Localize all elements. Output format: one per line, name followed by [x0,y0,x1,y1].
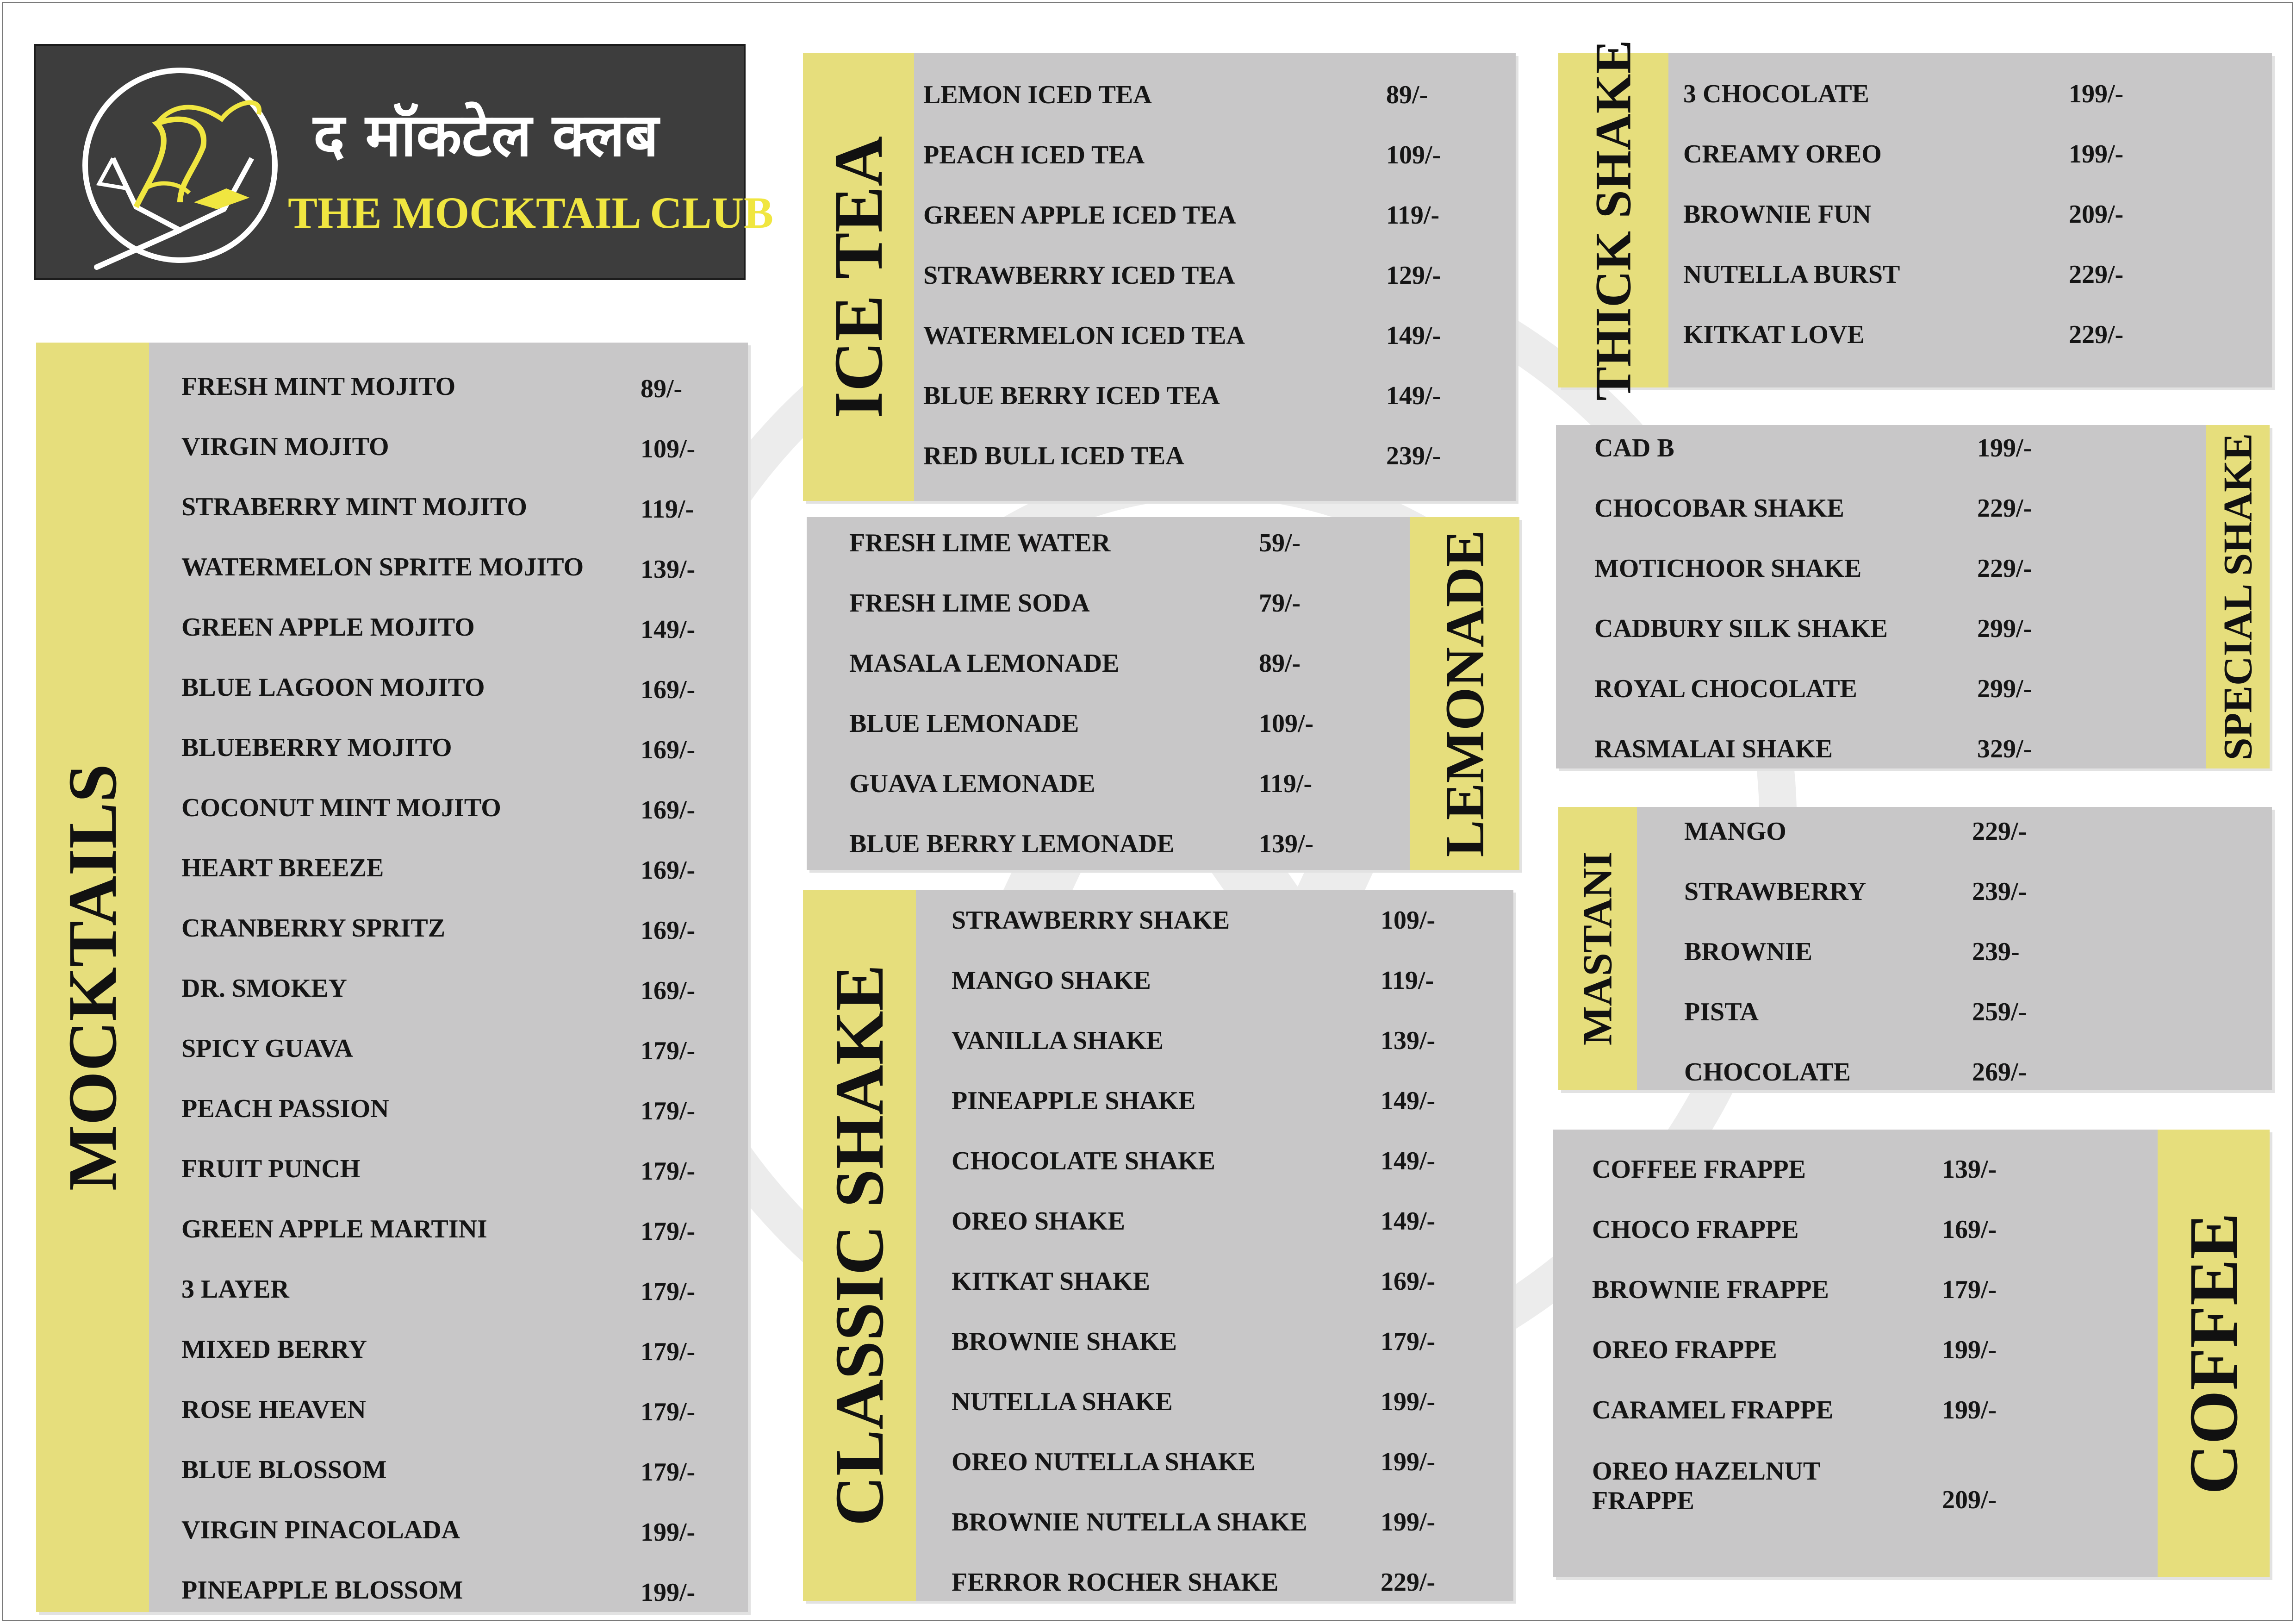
menu-item-name: CHOCOLATE [1684,1058,1851,1087]
menu-item-name: MASALA LEMONADE [849,649,1120,678]
menu-item-price: 89/- [641,375,683,403]
menu-item-name: GREEN APPLE MOJITO [181,613,475,642]
thick-shake-band [1558,40,1668,401]
menu-item-price: 179/- [641,1037,696,1065]
coffee-band [2158,1130,2270,1577]
ice-tea-band [803,53,914,501]
menu-item-name: NUTELLA SHAKE [952,1387,1173,1416]
mocktail-glass-icon [41,50,300,281]
menu-item-name: 3 CHOCOLATE [1683,80,1869,108]
menu-item-price: 199/- [1381,1448,1436,1476]
menu-item-name: BLUEBERRY MOJITO [181,733,452,762]
menu-item-price: 209/- [1942,1486,1997,1514]
menu-item-price: 149/- [1386,381,1441,410]
thick-shake-title: THICK SHAKE [1585,40,1642,401]
brand-title-hindi: द मॉकटेल क्लब [313,101,659,170]
special-shake-panel [1556,425,2270,768]
menu-item-price: 329/- [1977,735,2032,763]
menu-item-price: 149/- [641,615,696,644]
brand-logo-block [34,44,774,280]
menu-item-name: NUTELLA BURST [1683,260,1900,289]
menu-item-price: 169/- [641,736,696,764]
menu-item-price: 89/- [1386,81,1428,109]
menu-item-price: 199/- [2069,140,2124,169]
menu-item-name: BROWNIE NUTELLA SHAKE [952,1508,1307,1537]
menu-item-price: 129/- [1386,261,1441,290]
menu-item-name: GREEN APPLE ICED TEA [923,201,1236,230]
menu-item-name: BROWNIE [1684,937,1812,966]
menu-item-price: 139/- [641,555,696,584]
menu-item-name: GREEN APPLE MARTINI [181,1215,487,1243]
special-shake-band [2206,425,2270,768]
menu-item-price: 269/- [1972,1058,2027,1087]
menu-item-price: 109/- [1386,141,1441,169]
menu-item-price: 169/- [1942,1215,1997,1244]
menu-item-name: ROYAL CHOCOLATE [1594,675,1857,703]
menu-item-name: MANGO [1684,817,1786,846]
menu-item-price: 299/- [1977,675,2032,703]
menu-item-name: CRANBERRY SPRITZ [181,914,446,943]
menu-item-price: 299/- [1977,614,2032,643]
menu-item-name: PINEAPPLE SHAKE [952,1087,1196,1115]
mocktails-title: MOCKTAILS [54,763,131,1191]
menu-item-name: VIRGIN MOJITO [181,432,389,461]
menu-item-price: 199/- [1977,434,2032,462]
menu-item-price: 229/- [1977,554,2032,583]
mastani-title: MASTANI [1574,851,1621,1046]
menu-item-name: OREO NUTELLA SHAKE [952,1448,1256,1476]
menu-item-price: 109/- [641,435,696,463]
menu-item-price: 119/- [1386,201,1440,230]
menu-item-name: KITKAT SHAKE [952,1267,1150,1296]
menu-item-name: MANGO SHAKE [952,966,1151,995]
menu-item-price: 149/- [1386,321,1441,350]
mastani-panel [1558,807,2272,1090]
menu-item-name: VANILLA SHAKE [952,1026,1164,1055]
lemonade-band [1410,517,1519,870]
menu-item-name: OREO FRAPPE [1592,1336,1777,1364]
menu-item-name: OREO HAZELNUT FRAPPE [1592,1457,1821,1515]
menu-item-price: 59/- [1259,529,1301,557]
menu-item-name: MOTICHOOR SHAKE [1594,554,1862,583]
menu-item-name: STRABERRY MINT MOJITO [181,493,527,521]
menu-item-price: 179/- [1381,1327,1436,1356]
menu-item-name: CREAMY OREO [1683,140,1882,169]
menu-item-price: 149/- [1381,1207,1436,1236]
menu-item-name: FRESH MINT MOJITO [181,372,456,401]
menu-item-price: 229/- [1972,817,2027,846]
menu-item-price: 169/- [1381,1267,1436,1296]
menu-item-price: 199/- [1381,1508,1436,1537]
menu-item-price: 149/- [1381,1087,1436,1115]
menu-item-name: CARAMEL FRAPPE [1592,1396,1834,1424]
menu-item-name: GUAVA LEMONADE [849,769,1095,798]
menu-item-price: 229/- [1381,1568,1436,1597]
coffee-panel [1553,1130,2270,1577]
menu-item-name: CHOCOLATE SHAKE [952,1147,1215,1175]
menu-item-name: WATERMELON SPRITE MOJITO [181,553,584,581]
menu-item-price: 179/- [641,1337,696,1366]
menu-item-name: PISTA [1684,998,1759,1026]
menu-item-name: COFFEE FRAPPE [1592,1155,1806,1184]
menu-item-name: LEMON ICED TEA [923,81,1152,109]
menu-item-name: BLUE BERRY LEMONADE [849,830,1175,858]
classic-shake-panel [803,890,1513,1601]
menu-item-price: 139/- [1942,1155,1997,1184]
thick-shake-panel [1558,40,2272,401]
menu-item-price: 169/- [641,796,696,824]
menu-item-price: 169/- [641,976,696,1005]
menu-item-price: 139/- [1259,830,1314,858]
menu-item-name: 3 LAYER [181,1275,289,1304]
menu-item-name: ROSE HEAVEN [181,1395,366,1424]
menu-item-price: 139/- [1381,1026,1436,1055]
menu-item-price: 199/- [2069,80,2124,108]
menu-item-name: CHOCO FRAPPE [1592,1215,1799,1244]
menu-item-name: STRAWBERRY ICED TEA [923,261,1235,290]
menu-item-name: RED BULL ICED TEA [923,442,1184,470]
menu-item-name: CADBURY SILK SHAKE [1594,614,1888,643]
menu-item-price: 229/- [2069,320,2124,349]
menu-item-price: 199/- [641,1518,696,1547]
menu-item-name: PEACH PASSION [181,1094,389,1123]
menu-item-name: FERROR ROCHER SHAKE [952,1568,1279,1597]
menu-item-name: HEART BREEZE [181,854,384,882]
menu-item-price: 179/- [1942,1275,1997,1304]
menu-item-name: FRESH LIME WATER [849,529,1111,557]
menu-item-price: 229/- [2069,260,2124,289]
menu-item-name: BLUE BERRY ICED TEA [923,381,1220,410]
menu-item-name: PINEAPPLE BLOSSOM [181,1576,463,1605]
brand-title-english: THE MOCKTAIL CLUB [288,188,774,237]
menu-item-price: 169/- [641,856,696,885]
menu-item-price: 179/- [641,1157,696,1186]
classic-shake-title: CLASSIC SHAKE [821,964,898,1526]
menu-item-price: 239- [1972,937,2020,966]
menu-item-name: PEACH ICED TEA [923,141,1145,169]
menu-item-price: 169/- [641,675,696,704]
menu-item-price: 199/- [1942,1336,1997,1364]
menu-item-name: BROWNIE SHAKE [952,1327,1177,1356]
menu-item-name: RASMALAI SHAKE [1594,735,1833,763]
menu-item-price: 229/- [1977,494,2032,523]
lemonade-panel [807,517,1519,870]
menu-item-name: BLUE BLOSSOM [181,1455,387,1484]
lemonade-title: LEMONADE [1433,530,1495,857]
menu-item-price: 239/- [1386,442,1441,470]
menu-item-price: 259/- [1972,998,2027,1026]
menu-item-price: 89/- [1259,649,1301,678]
classic-shake-band [803,890,916,1601]
menu-item-name: BROWNIE FUN [1683,200,1872,229]
menu-item-name: FRESH LIME SODA [849,589,1090,618]
menu-item-price: 239/- [1972,877,2027,906]
menu-item-name: CHOCOBAR SHAKE [1594,494,1844,523]
menu-item-name: FRUIT PUNCH [181,1155,361,1183]
menu-item-price: 199/- [641,1578,696,1607]
mocktails-panel [36,343,748,1612]
ice-tea-panel [803,53,1516,501]
menu-item-name: WATERMELON ICED TEA [923,321,1245,350]
menu-item-price: 179/- [641,1097,696,1125]
menu-item-name: STRAWBERRY [1684,877,1867,906]
menu-item-price: 179/- [641,1277,696,1306]
mastani-band [1558,807,1637,1090]
menu-item-price: 209/- [2069,200,2124,229]
menu-item-name: BLUE LEMONADE [849,709,1079,738]
special-shake-title: SPECIAL SHAKE [2215,433,2260,761]
menu-item-name: VIRGIN PINACOLADA [181,1516,460,1544]
menu-item-name: STRAWBERRY SHAKE [952,906,1230,935]
menu-item-name: COCONUT MINT MOJITO [181,793,501,822]
menu-item-price: 179/- [641,1217,696,1246]
menu-item-name: BROWNIE FRAPPE [1592,1275,1829,1304]
menu-item-name: CAD B [1594,434,1674,462]
menu-item-price: 119/- [1259,769,1313,798]
menu-item-name: SPICY GUAVA [181,1034,353,1063]
menu-item-price: 109/- [1259,709,1314,738]
coffee-title: COFFEE [2175,1212,2252,1494]
menu-item-name: MIXED BERRY [181,1335,367,1364]
menu-item-name: KITKAT LOVE [1683,320,1865,349]
menu-item-name: BLUE LAGOON MOJITO [181,673,485,702]
menu-item-price: 199/- [1381,1387,1436,1416]
menu-item-price: 179/- [641,1398,696,1426]
menu-item-name: DR. SMOKEY [181,974,347,1003]
menu-item-name: OREO SHAKE [952,1207,1125,1236]
menu-item-price: 169/- [641,916,696,945]
menu-item-price: 179/- [641,1458,696,1487]
menu-item-price: 149/- [1381,1147,1436,1175]
menu-item-price: 79/- [1259,589,1301,618]
menu-item-price: 119/- [1381,966,1434,995]
menu-item-price: 109/- [1381,906,1436,935]
mocktails-band [36,343,149,1612]
menu-item-price: 199/- [1942,1396,1997,1424]
ice-tea-title: ICE TEA [820,136,897,418]
menu-item-price: 119/- [641,495,694,524]
